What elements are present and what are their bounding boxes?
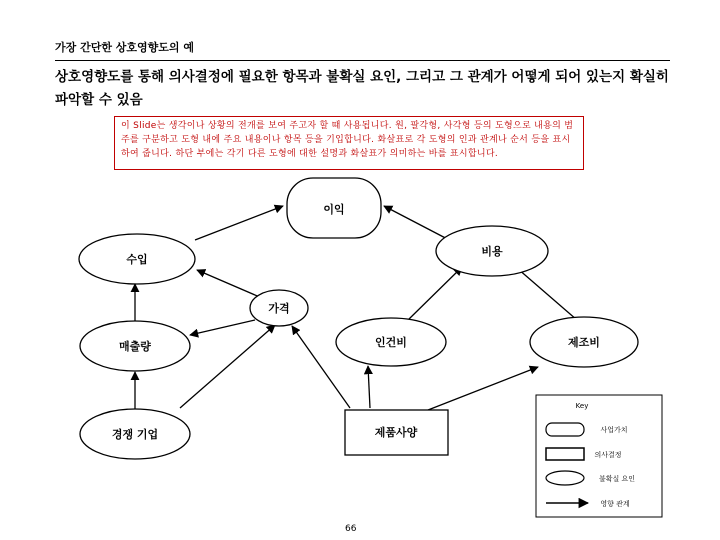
node-price: [250, 290, 308, 326]
node-revenue-label: 수입: [126, 253, 148, 266]
node-sales-volume: [80, 321, 190, 371]
key-business-value-label: 사업가치: [600, 426, 628, 434]
page-number: 66: [345, 524, 357, 534]
arrow-product-to-manufacturing: [428, 367, 538, 410]
slide-headline: 상호영향도를 통해 의사결정에 필요한 항목과 불확실 요인, 그리고 그 관계가 어떻게 되어 있는지 확실히 파악할 수 있음: [55, 69, 669, 108]
description-box: 이 Slide는 생각이나 상황의 전개를 보여 주고자 할 때 사용됩니다. 원, 팔각형, 사각형 등의 도형으로 내용의 범주를 구분하고 도형 내에 주요 내용이나 항목 등을 기입합니다. 화살표로 각 도형의 인과 관계나 순서 등을 표시하여 줍니다. 하단 부에는 각기 다른 도형에 대한 설명과 화살표가 의미하는 바를 표시합니다.: [114, 116, 584, 170]
node-competitor: [80, 409, 190, 459]
node-competitor-label: 경쟁 기업: [111, 428, 159, 441]
node-labor-cost: [336, 318, 446, 366]
key-influence-label: 영향 관계: [600, 500, 630, 508]
key-legend: [536, 395, 662, 517]
arrow-labor-to-cost: [408, 267, 462, 320]
key-uncertainty-label: 불확실 요인: [598, 475, 636, 483]
arrow-price-to-sales: [190, 320, 255, 335]
node-product-spec: [345, 410, 448, 455]
node-revenue: [79, 234, 195, 284]
node-price-label: 가격: [268, 302, 290, 315]
node-profit: [287, 178, 381, 238]
key-business-value-shape: [546, 423, 584, 436]
key-uncertainty-shape: [546, 471, 584, 485]
node-manufacturing-cost: [530, 317, 638, 367]
key-decision-label: 의사결정: [594, 451, 622, 459]
arrow-revenue-to-profit: [195, 206, 283, 240]
node-labor-cost-label: 인건비: [375, 336, 407, 349]
node-cost-label: 비용: [481, 245, 503, 258]
node-cost: [436, 226, 548, 276]
arrow-price-to-revenue: [197, 270, 262, 298]
node-manufacturing-cost-label: 제조비: [568, 336, 600, 349]
node-sales-volume-label: 매출량: [119, 340, 151, 353]
node-profit-label: 이익: [323, 203, 345, 216]
arrow-competitor-to-price: [180, 325, 275, 408]
arrow-product-to-labor: [368, 366, 370, 408]
key-decision-shape: [546, 448, 584, 460]
node-product-spec-label: 제품사양: [374, 426, 418, 439]
slide-title: 가장 간단한 상호영향도의 예: [55, 41, 194, 54]
key-title: Key: [575, 402, 589, 410]
